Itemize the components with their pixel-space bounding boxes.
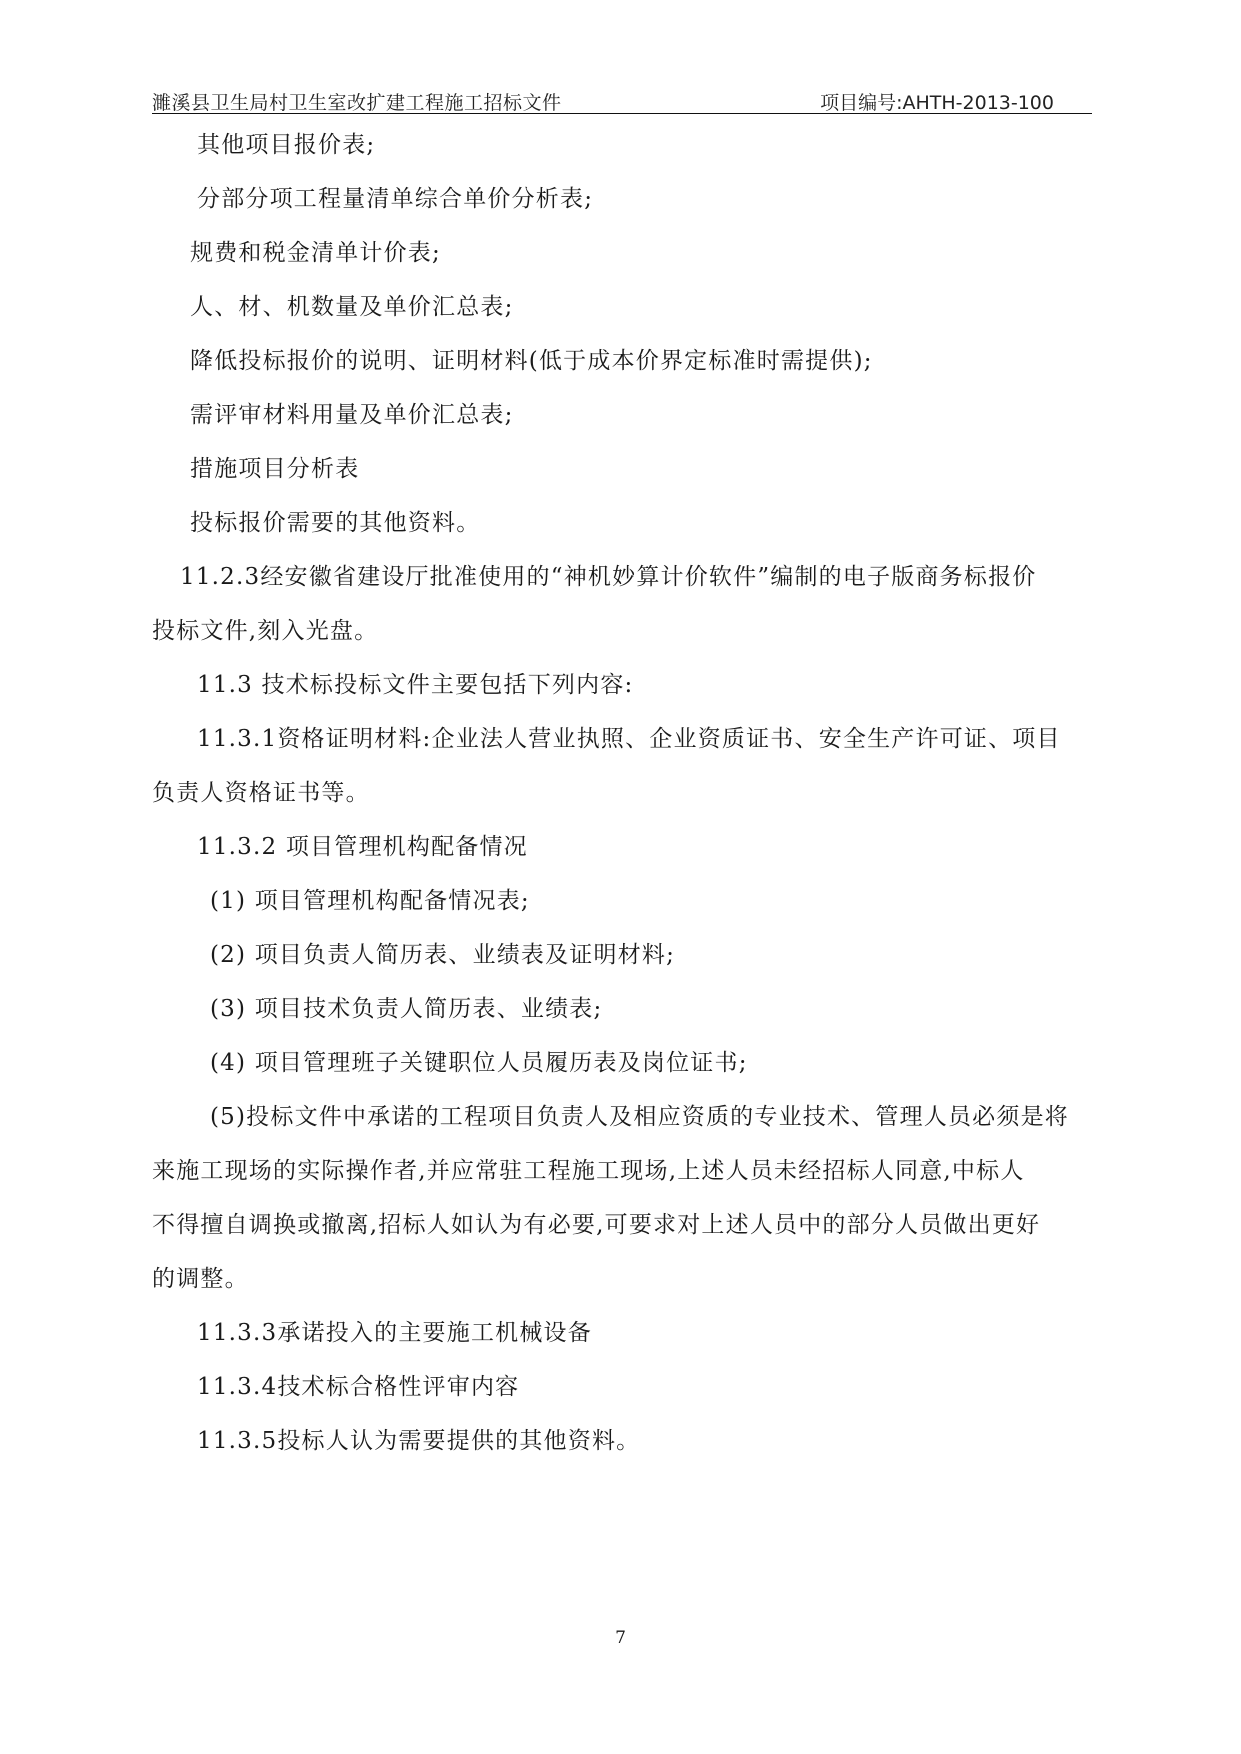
text-line: 规费和税金清单计价表; xyxy=(190,240,441,266)
text-line: 需评审材料用量及单价汇总表; xyxy=(190,402,514,428)
project-number: 项目编号:AHTH-2013-100 xyxy=(820,92,1054,114)
text-line: 的调整。 xyxy=(152,1266,249,1292)
list-item: (4) 项目管理班子关键职位人员履历表及岗位证书; xyxy=(210,1050,748,1076)
section-heading: 11.3 技术标投标文件主要包括下列内容: xyxy=(197,672,634,698)
text-line: 11.3.1资格证明材料:企业法人营业执照、企业资质证书、安全生产许可证、项目 xyxy=(197,726,1061,752)
subsection-heading: 11.3.3承诺投入的主要施工机械设备 xyxy=(197,1320,592,1346)
text-line: 分部分项工程量清单综合单价分析表; xyxy=(197,186,594,212)
text-line: 不得擅自调换或撤离,招标人如认为有必要,可要求对上述人员中的部分人员做出更好 xyxy=(152,1212,1041,1238)
list-item: (1) 项目管理机构配备情况表; xyxy=(210,888,530,914)
text-line: 投标文件,刻入光盘。 xyxy=(152,618,379,644)
text-line: 人、材、机数量及单价汇总表; xyxy=(190,294,514,320)
page-number: 7 xyxy=(615,1628,626,1648)
subsection-heading: 11.3.2 项目管理机构配备情况 xyxy=(197,834,528,860)
header-rule xyxy=(152,113,1092,114)
subsection-heading: 11.3.4技术标合格性评审内容 xyxy=(197,1374,520,1400)
list-item: (2) 项目负责人简历表、业绩表及证明材料; xyxy=(210,942,676,968)
text-line: 负责人资格证书等。 xyxy=(152,780,370,806)
text-line: 其他项目报价表; xyxy=(197,132,376,158)
text-line: 措施项目分析表 xyxy=(190,456,360,482)
text-line: (5)投标文件中承诺的工程项目负责人及相应资质的专业技术、管理人员必须是将 xyxy=(210,1104,1069,1130)
list-item: (3) 项目技术负责人简历表、业绩表; xyxy=(210,996,603,1022)
text-line: 来施工现场的实际操作者,并应常驻工程施工现场,上述人员未经招标人同意,中标人 xyxy=(152,1158,1025,1184)
document-title: 濉溪县卫生局村卫生室改扩建工程施工招标文件 xyxy=(152,92,562,114)
text-line: 降低投标报价的说明、证明材料(低于成本价界定标准时需提供); xyxy=(190,348,873,374)
text-line: 11.2.3经安徽省建设厅批准使用的“神机妙算计价软件”编制的电子版商务标报价 xyxy=(180,564,1037,590)
subsection-heading: 11.3.5投标人认为需要提供的其他资料。 xyxy=(197,1428,641,1454)
text-line: 投标报价需要的其他资料。 xyxy=(190,510,481,536)
